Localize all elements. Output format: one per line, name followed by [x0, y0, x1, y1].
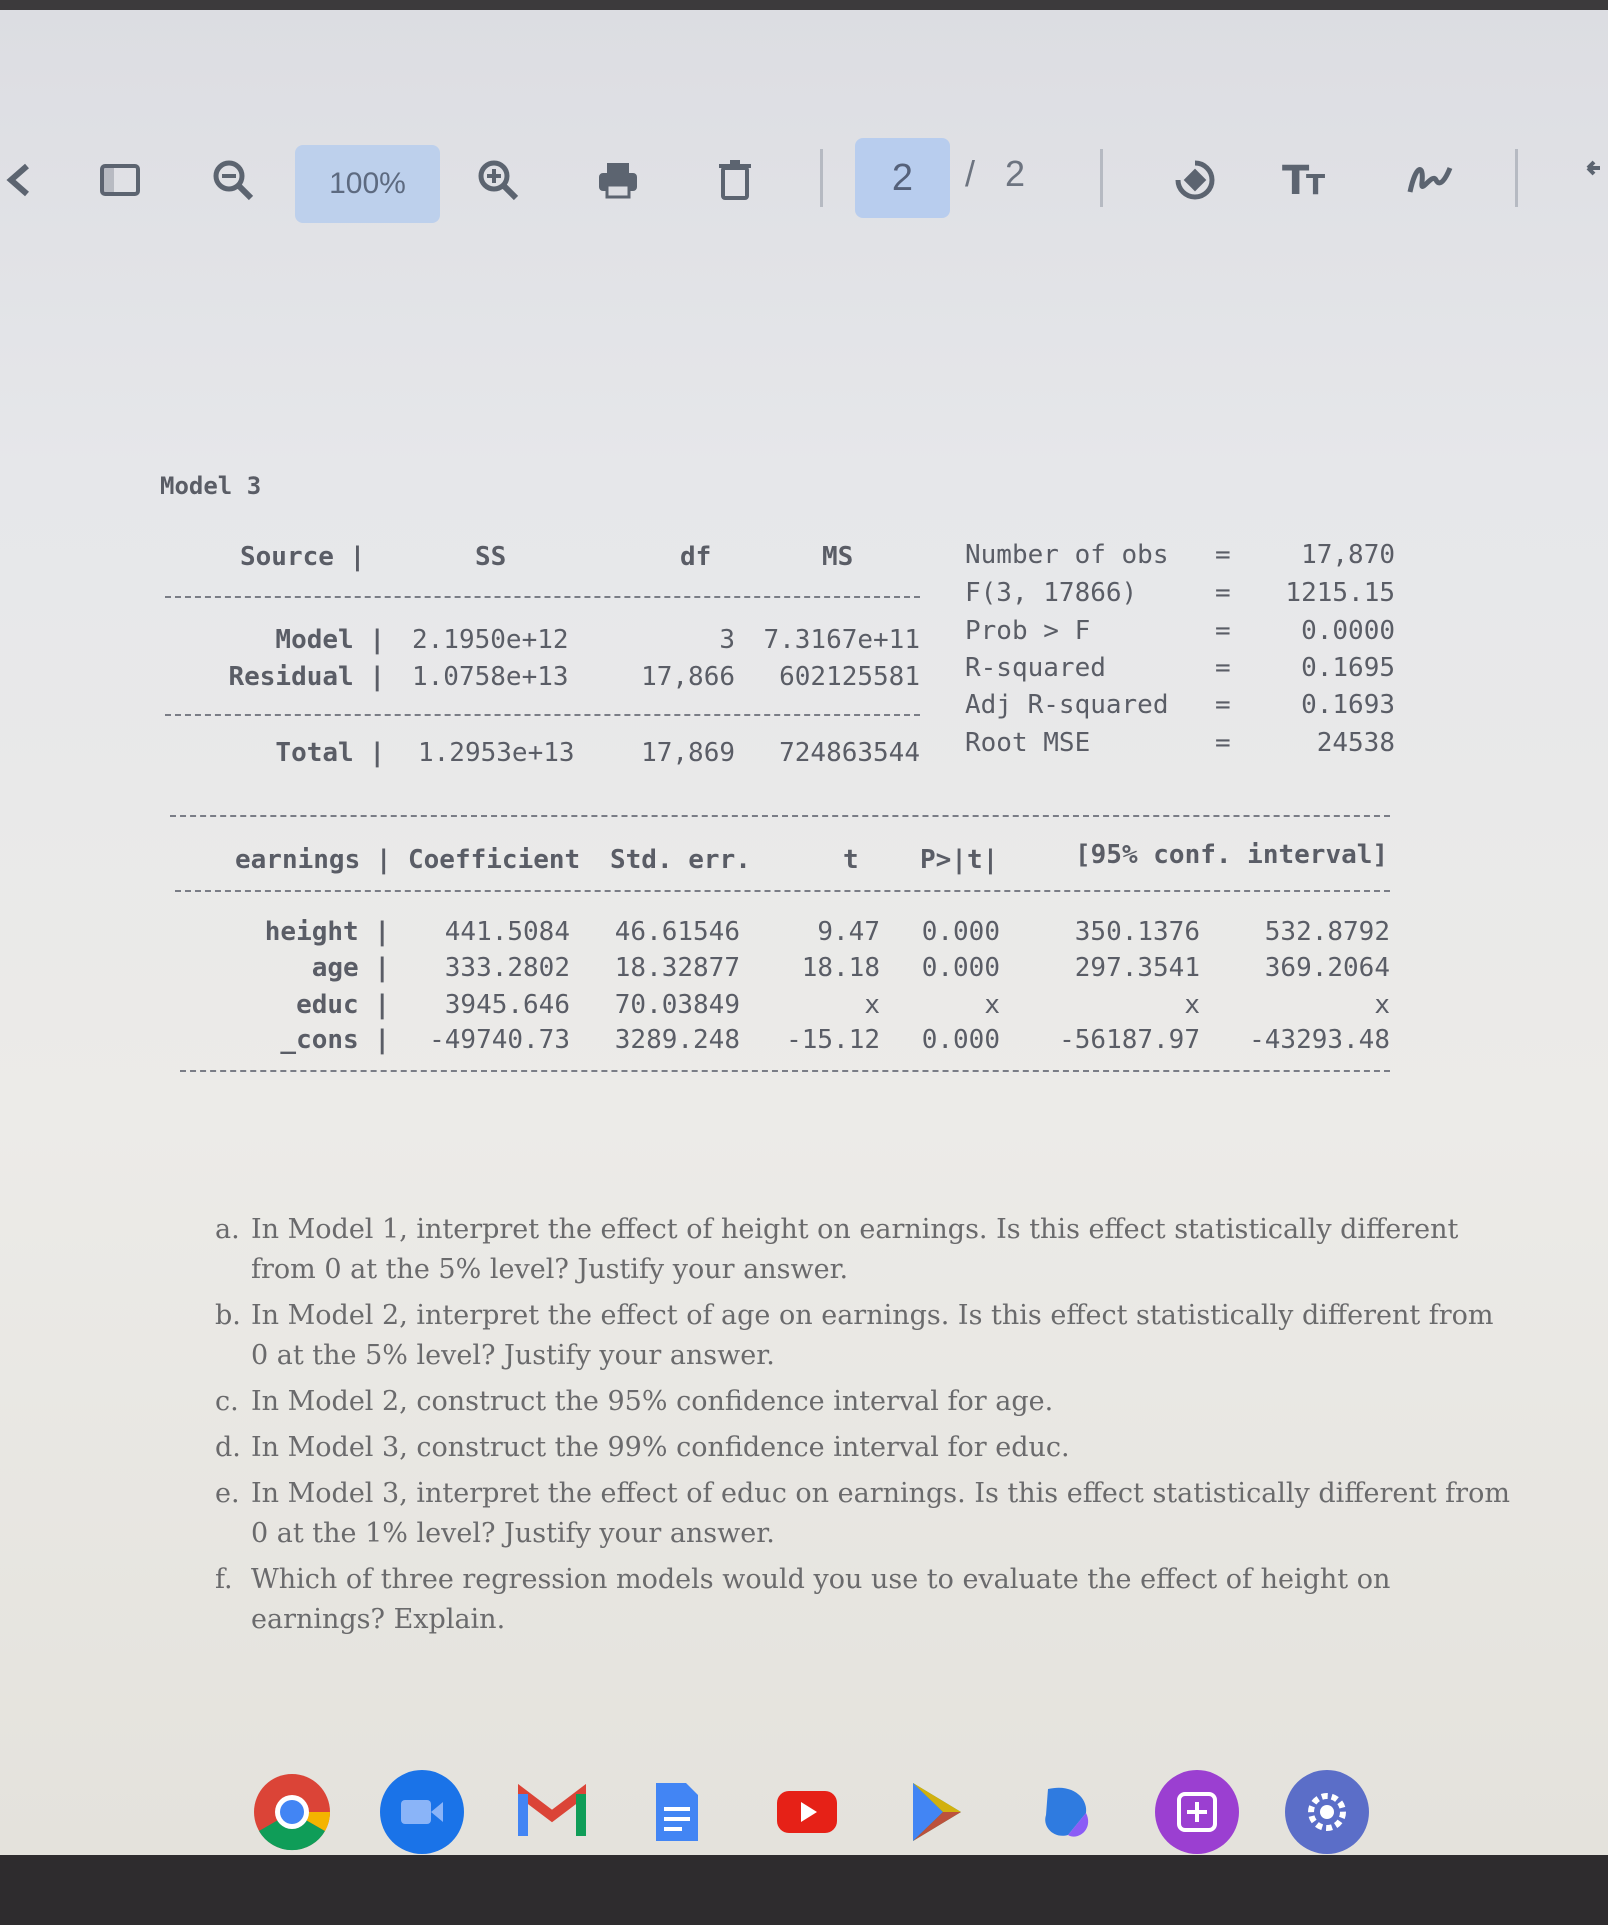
anova-header-source: Source |	[240, 542, 366, 572]
question-text: In Model 3, construct the 99% confidence interval for educ.	[251, 1432, 1070, 1463]
stat-equals: =	[1215, 540, 1231, 570]
anova-row-ms: 724863544	[779, 738, 920, 768]
coef-var: _cons |	[280, 1025, 390, 1055]
coef-p: 0.000	[921, 953, 1000, 983]
question-letter: a.	[215, 1214, 240, 1245]
stat-label: Root MSE	[965, 728, 1091, 758]
pdf-toolbar	[0, 135, 1608, 225]
anova-row-ms: 7.3167e+11	[763, 625, 920, 655]
canvas-icon[interactable]	[1155, 1770, 1239, 1854]
question-item	[215, 1210, 1515, 1290]
question-item	[215, 1474, 1515, 1554]
coef-ci-low: x	[1184, 990, 1200, 1020]
question-text: In Model 2, construct the 95% confidence interval for age.	[251, 1386, 1054, 1417]
anova-divider	[165, 714, 920, 716]
coef-t: -15.12	[786, 1025, 880, 1055]
question-item	[215, 1296, 1515, 1376]
stat-label: F(3, 17866)	[965, 578, 1138, 608]
screen	[0, 10, 1608, 1855]
coef-header-var: earnings |	[235, 845, 392, 875]
coef-t: x	[864, 990, 880, 1020]
stat-label: R-squared	[965, 653, 1106, 683]
text-size-icon[interactable]	[1275, 135, 1335, 225]
delete-icon[interactable]	[710, 135, 760, 225]
toolbar-divider	[1100, 149, 1103, 207]
draw-icon[interactable]	[1400, 135, 1460, 225]
question-text: Which of three regression models would you use to evaluate the effect of height on earnings? Explain.	[251, 1564, 1391, 1635]
anova-row-df: 3	[719, 625, 735, 655]
coef-ci-high: 532.8792	[1264, 917, 1390, 947]
coef-p: x	[984, 990, 1000, 1020]
stat-value: 17,870	[1301, 540, 1395, 570]
coef-var: height |	[264, 917, 390, 947]
coef-header-p: P>|t|	[920, 845, 999, 875]
toolbar-divider	[1515, 149, 1518, 207]
stat-equals: =	[1215, 578, 1231, 608]
anova-row-df: 17,866	[641, 662, 735, 692]
question-text: In Model 1, interpret the effect of height on earnings. Is this effect statistically different from 0 at the 5% level? Justify your answer.	[251, 1214, 1459, 1285]
coef-value: 441.5084	[444, 917, 570, 947]
question-list	[215, 1210, 1515, 1646]
coef-header-ci: [95% conf. interval]	[1075, 840, 1389, 870]
model-title: Model 3	[160, 472, 262, 500]
anova-row-ss: 2.1950e+12	[412, 625, 569, 655]
zoom-out-icon[interactable]	[205, 135, 260, 225]
question-item	[215, 1382, 1515, 1422]
anova-row-ss: 1.0758e+13	[412, 662, 569, 692]
anova-row-ms: 602125581	[779, 662, 920, 692]
svg-text:T: T	[1282, 158, 1310, 202]
anova-row-label: Total |	[275, 738, 385, 768]
app-shelf	[240, 1770, 1380, 1855]
anova-header-df: df	[680, 542, 712, 572]
question-letter: b.	[215, 1300, 241, 1331]
stat-label: Prob > F	[965, 616, 1091, 646]
stat-value: 24538	[1316, 728, 1395, 758]
fit-page-icon[interactable]	[95, 135, 145, 225]
question-letter: f.	[215, 1564, 233, 1595]
anova-row-df: 17,869	[641, 738, 735, 768]
copilot-icon[interactable]	[1025, 1770, 1109, 1854]
screen-bezel	[0, 1855, 1608, 1925]
stat-equals: =	[1215, 690, 1231, 720]
zoom-in-icon[interactable]	[470, 135, 525, 225]
page-separator: /	[965, 153, 976, 194]
coef-divider-top	[170, 815, 1390, 817]
coef-t: 18.18	[801, 953, 880, 983]
question-text: In Model 2, interpret the effect of age on earnings. Is this effect statistically different from 0 at the 5% level? Justify your answer.	[251, 1300, 1494, 1371]
stat-equals: =	[1215, 616, 1231, 646]
stat-value: 0.0000	[1301, 616, 1395, 646]
toolbar-divider	[820, 149, 823, 207]
coef-p: 0.000	[921, 917, 1000, 947]
question-item	[215, 1428, 1515, 1468]
docs-icon[interactable]	[635, 1770, 719, 1854]
coef-value: -49740.73	[429, 1025, 570, 1055]
stat-equals: =	[1215, 653, 1231, 683]
coef-var: educ |	[296, 990, 390, 1020]
settings-icon[interactable]	[1285, 1770, 1369, 1854]
coef-header-coef: Coefficient	[408, 845, 581, 875]
youtube-icon[interactable]	[765, 1770, 849, 1854]
question-text: In Model 3, interpret the effect of educ on earnings. Is this effect statistically different from 0 at the 1% level? Justify your answer.	[251, 1478, 1510, 1549]
anova-header-ms: MS	[822, 542, 854, 572]
rotate-icon[interactable]	[1165, 135, 1225, 225]
coef-t: 9.47	[817, 917, 880, 947]
coef-ci-high: -43293.48	[1249, 1025, 1390, 1055]
question-letter: e.	[215, 1478, 240, 1509]
page-total: 2	[1005, 153, 1026, 194]
coef-header-se: Std. err.	[610, 845, 751, 875]
stat-value: 0.1695	[1301, 653, 1395, 683]
coef-se: 46.61546	[614, 917, 740, 947]
coef-ci-high: x	[1374, 990, 1390, 1020]
coef-divider-bottom	[180, 1070, 1390, 1072]
coef-se: 18.32877	[614, 953, 740, 983]
print-icon[interactable]	[590, 135, 645, 225]
coef-se: 70.03849	[614, 990, 740, 1020]
meet-icon[interactable]	[380, 1770, 464, 1854]
anova-row-label: Model |	[275, 625, 385, 655]
coef-header-t: t	[843, 845, 859, 875]
svg-text:T: T	[1306, 168, 1326, 201]
chrome-icon[interactable]	[250, 1770, 334, 1854]
anova-row-label: Residual |	[228, 662, 385, 692]
anova-header-ss: SS	[475, 542, 507, 572]
coef-value: 3945.646	[444, 990, 570, 1020]
stat-value: 1215.15	[1285, 578, 1395, 608]
page-number-input[interactable]: 2	[855, 138, 950, 218]
coef-divider-mid	[175, 890, 1390, 892]
share-icon[interactable]	[1580, 135, 1608, 225]
question-item	[215, 1560, 1515, 1640]
stat-value: 0.1693	[1301, 690, 1395, 720]
coef-ci-low: 350.1376	[1074, 917, 1200, 947]
question-letter: c.	[215, 1386, 239, 1417]
play-store-icon[interactable]	[895, 1770, 979, 1854]
coef-p: 0.000	[921, 1025, 1000, 1055]
question-letter: d.	[215, 1432, 241, 1463]
coef-ci-high: 369.2064	[1264, 953, 1390, 983]
stat-equals: =	[1215, 728, 1231, 758]
coef-se: 3289.248	[614, 1025, 740, 1055]
coef-var: age |	[311, 953, 390, 983]
coef-ci-low: 297.3541	[1074, 953, 1200, 983]
anova-divider	[165, 596, 920, 598]
zoom-level[interactable]: 100%	[295, 145, 440, 223]
stat-label: Number of obs	[965, 540, 1169, 570]
stat-label: Adj R-squared	[965, 690, 1169, 720]
coef-value: 333.2802	[444, 953, 570, 983]
anova-row-ss: 1.2953e+13	[418, 738, 575, 768]
back-icon[interactable]	[0, 135, 40, 225]
gmail-icon[interactable]	[510, 1770, 594, 1854]
coef-ci-low: -56187.97	[1059, 1025, 1200, 1055]
